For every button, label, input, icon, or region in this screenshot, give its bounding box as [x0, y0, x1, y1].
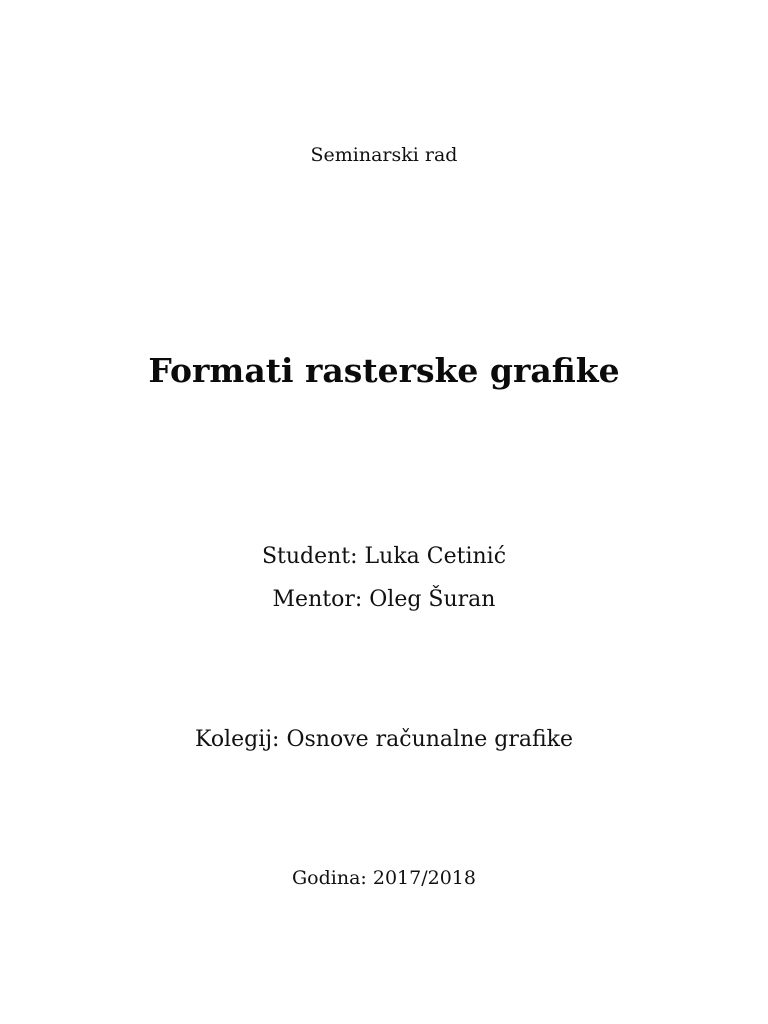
course-line: Kolegij: Osnove računalne grafike: [194, 727, 574, 752]
document-type: Seminarski rad: [310, 144, 458, 166]
student-line: Student: Luka Cetinić: [261, 544, 507, 569]
document-title: Formati rasterske grafike: [148, 351, 620, 390]
year-line: Godina: 2017/2018: [292, 867, 476, 889]
mentor-line: Mentor: Oleg Šuran: [272, 587, 496, 612]
